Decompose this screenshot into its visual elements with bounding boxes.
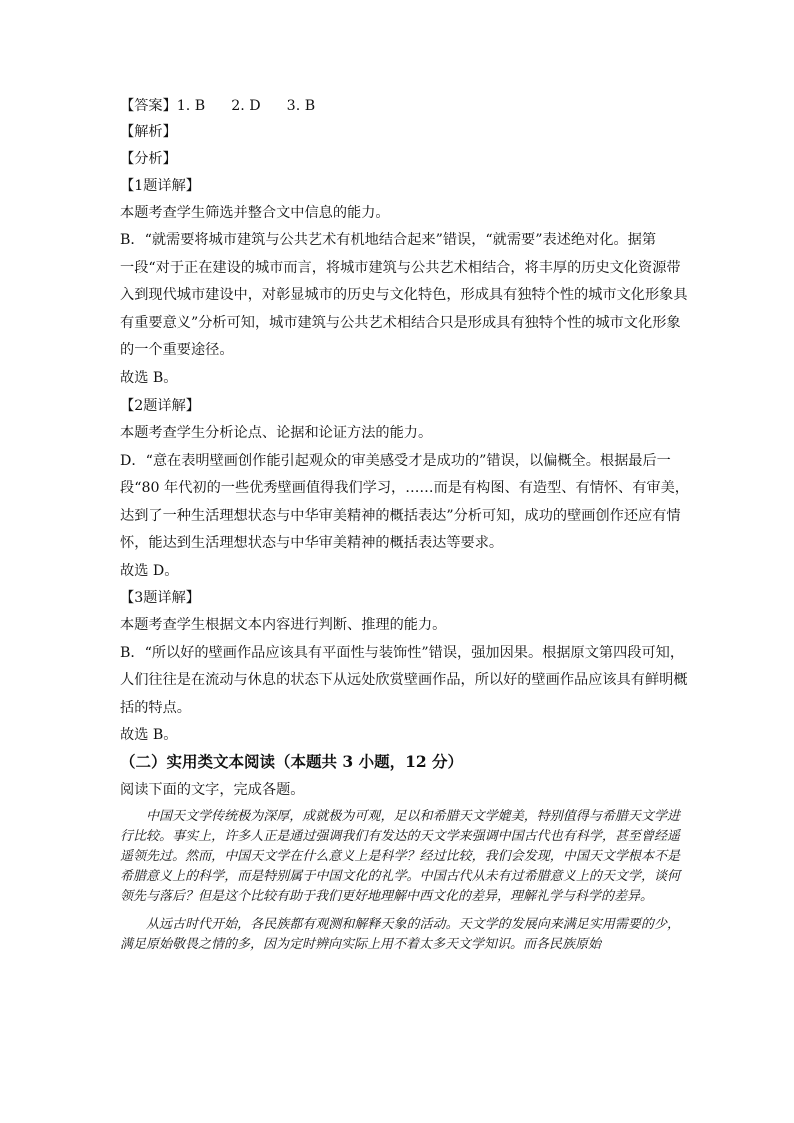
q3-conclusion: 故选 B。 — [120, 727, 178, 743]
q1-line-2: 一段“对于正在建设的城市而言，将城市建筑与公共艺术相结合，将丰厚的历史文化资源带 — [120, 260, 681, 276]
q2-heading: 【2题详解】 — [120, 398, 200, 414]
answer-line — [120, 96, 682, 116]
q2-intro: 本题考查学生分析论点、论据和论证方法的能力。 — [120, 425, 433, 441]
answer-tag: 【答案】 — [120, 98, 177, 114]
section-instruction: 阅读下面的文字，完成各题。 — [120, 782, 305, 798]
answer-item-1: 1. B — [176, 98, 206, 114]
q3-line-1: B．“所以好的壁画作品应该具有平面性与装饰性”错误，强加因果。根据原文第四段可知， — [120, 645, 685, 661]
reading-passage — [120, 807, 680, 961]
answer-item-2: 2. D — [231, 98, 261, 114]
q1-line-3: 入到现代城市建设中，对彰显城市的历史与文化特色，形成具有独特个性的城市文化形象具 — [120, 287, 688, 303]
analysis-heading: 【解析】 — [120, 124, 177, 140]
q2-line-1: D．“意在表明壁画创作能引起观众的审美感受才是成功的”错误，以偏概全。根据最后一 — [120, 453, 671, 469]
section-title: （二）实用类文本阅读（本题共 3 小题，12 分） — [120, 752, 464, 771]
q3-line-2: 人们往往是在流动与休息的状态下从远处欣赏壁画作品，所以好的壁画作品应该具有鲜明概 — [120, 672, 688, 688]
q3-heading: 【3题详解】 — [120, 590, 200, 606]
passage-paragraph-1: 中国天文学传统极为深厚，成就极为可观，足以和希腊天文学媲美，特别值得与希腊天文学进行比较。事实上，许多人正是通过强调我们有发达的天文学来强调中国古代也有科学，甚至曾经遥遥领先过。然而，中国天文学在什么意义上是科学？经过比较，我们会发现，中国天文学根本不是希腊意义上的科学，而是特别属于中国文化的礼学。中国古代从未有过希腊意义上的天文学，谈何领先与落后？但是这个比较有助于我们更好地理解中西文化的差异，理解礼学与科学的差异。 — [120, 809, 680, 904]
q3-line-3: 括的特点。 — [120, 700, 191, 716]
fenxi-heading: 【分析】 — [120, 151, 177, 167]
q2-conclusion: 故选 D。 — [120, 563, 179, 579]
q1-line-4: 有重要意义”分析可知，城市建筑与公共艺术相结合只是形成具有独特个性的城市文化形象 — [120, 315, 681, 331]
q3-intro: 本题考查学生根据文本内容进行判断、推理的能力。 — [120, 617, 447, 633]
q1-heading: 【1题详解】 — [120, 178, 200, 194]
answer-item-3: 3. B — [286, 98, 316, 114]
q1-line-5: 的一个重要途径。 — [120, 342, 234, 358]
q1-conclusion: 故选 B。 — [120, 370, 178, 386]
q2-line-3: 达到了一种生活理想状态与中华审美精神的概括表达”分析可知，成功的壁画创作还应有情 — [120, 508, 681, 524]
q1-intro: 本题考查学生筛选并整合文中信息的能力。 — [120, 205, 390, 221]
q1-line-1: B．“就需要将城市建筑与公共艺术有机地结合起来”错误，“就需要”表述绝对化。据第 — [120, 232, 657, 248]
q2-line-2: 段“80 年代初的一些优秀壁画值得我们学习，……而是有构图、有造型、有情怀、有审美， — [120, 480, 689, 496]
passage-paragraph-2: 从远古时代开始，各民族都有观测和解释天象的活动。天文学的发展向来满足实用需要的少，满足原始敬畏之情的多，因为定时辨向实际上用不着太多天文学知识。而各民族原始 — [120, 917, 680, 952]
q2-line-4: 怀，能达到生活理想状态与中华审美精神的概括表达等要求。 — [120, 535, 504, 551]
